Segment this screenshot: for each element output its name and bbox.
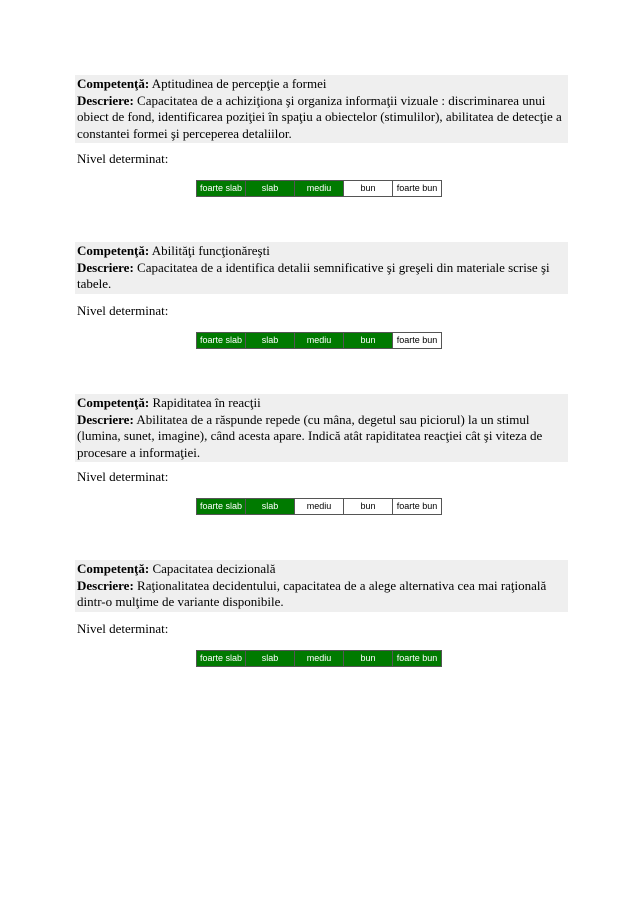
scale-cell-mediu: mediu xyxy=(295,499,344,514)
descriere-value: Abilitatea de a răspunde repede (cu mâna, degetul sau piciorul) la un stimul (lumina, sunet, imagine), când acesta apare. Indică atât rapiditatea reacţiei cât şi viteza de procesare a informaţiei. xyxy=(77,411,543,460)
level-scale xyxy=(196,498,442,515)
scale-cell-mediu: mediu xyxy=(295,333,344,348)
scale-cell-foarte-bun: foarte bun xyxy=(393,333,441,348)
scale-cell-slab: slab xyxy=(246,499,295,514)
competenta-label: Competenţă: xyxy=(77,243,150,258)
section-3-description-box xyxy=(75,394,568,462)
nivel-determinat-label: Nivel determinat: xyxy=(77,469,169,484)
scale-cell-foarte-bun: foarte bun xyxy=(393,499,441,514)
competenta-value: Capacitatea decizională xyxy=(152,561,276,576)
descriere-value: Raţionalitatea decidentului, capacitatea de a alege alternativa cea mai raţională dintr-o mulţime de variante disponibile. xyxy=(77,577,547,609)
level-scale xyxy=(196,650,442,667)
competenta-label: Competenţă: xyxy=(77,76,150,91)
scale-cell-bun: bun xyxy=(344,651,393,666)
scale-cell-mediu: mediu xyxy=(295,181,344,196)
scale-cell-bun: bun xyxy=(344,181,393,196)
scale-cell-slab: slab xyxy=(246,651,295,666)
scale-cell-foarte-slab: foarte slab xyxy=(197,651,246,666)
descriere-label: Descriere: xyxy=(77,577,134,593)
competenta-value: Abilităţi funcţionăreşti xyxy=(151,243,270,258)
section-2-description-box xyxy=(75,242,568,294)
scale-cell-mediu: mediu xyxy=(295,651,344,666)
competenta-label: Competenţă: xyxy=(77,561,150,576)
scale-cell-foarte-bun: foarte bun xyxy=(393,651,441,666)
scale-cell-foarte-slab: foarte slab xyxy=(197,499,246,514)
competenta-value: Rapiditatea în reacţii xyxy=(152,395,261,410)
scale-cell-foarte-slab: foarte slab xyxy=(197,181,246,196)
scale-cell-foarte-slab: foarte slab xyxy=(197,333,246,348)
scale-cell-slab: slab xyxy=(246,333,295,348)
descriere-value: Capacitatea de a identifica detalii semnificative şi greşeli din materiale scrise şi tabele. xyxy=(77,259,550,291)
descriere-value: Capacitatea de a achiziţiona şi organiza informaţii vizuale : discriminarea unui obiect de fond, identificarea poziţiei în spaţiu a obiectelor (stimulilor), abilitatea de detecţie a constantei formei şi perceperea detaliilor. xyxy=(77,92,562,141)
competenta-label: Competenţă: xyxy=(77,395,150,410)
level-scale xyxy=(196,332,442,349)
scale-cell-bun: bun xyxy=(344,499,393,514)
descriere-label: Descriere: xyxy=(77,92,134,108)
scale-cell-bun: bun xyxy=(344,333,393,348)
scale-cell-foarte-bun: foarte bun xyxy=(393,181,441,196)
section-4-description-box xyxy=(75,560,568,612)
scale-cell-slab: slab xyxy=(246,181,295,196)
section-1-description-box xyxy=(75,75,568,143)
nivel-determinat-label: Nivel determinat: xyxy=(77,621,169,636)
level-scale xyxy=(196,180,442,197)
descriere-label: Descriere: xyxy=(77,411,134,427)
descriere-label: Descriere: xyxy=(77,259,134,275)
nivel-determinat-label: Nivel determinat: xyxy=(77,303,169,318)
competenta-value: Aptitudinea de percepţie a formei xyxy=(151,76,327,91)
nivel-determinat-label: Nivel determinat: xyxy=(77,151,169,166)
